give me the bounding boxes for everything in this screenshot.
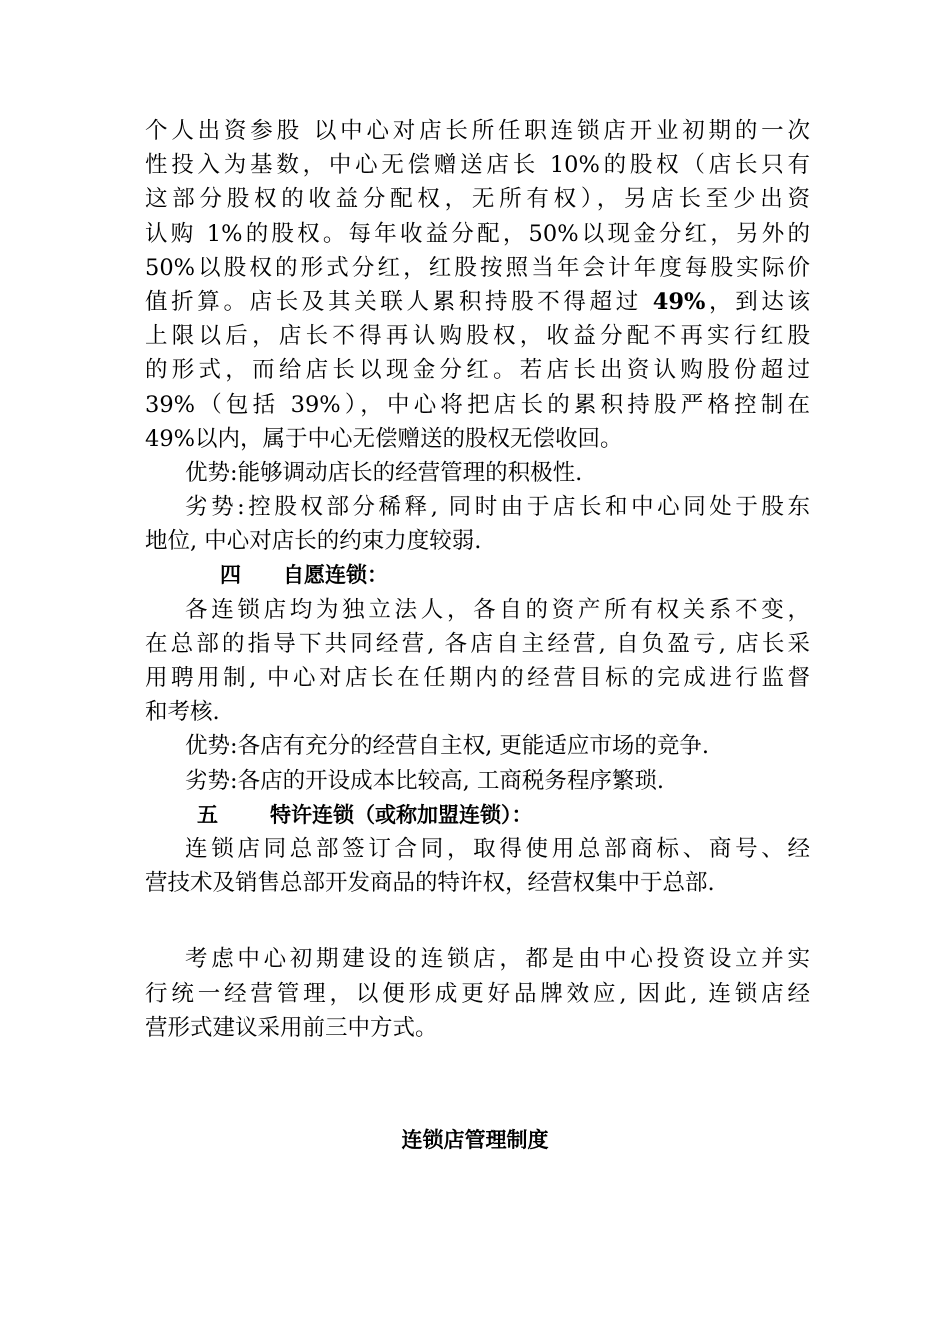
section-3-paragraph <box>145 114 810 558</box>
section-5 <box>145 798 810 901</box>
disadvantage-text: 劣势:各店的开设成本比较高, 工商税务程序繁琐. <box>185 767 665 794</box>
bold-percentage: 49% <box>652 288 706 315</box>
paragraph-line: 考虑中心初期建设的连锁店，都是由中心投资设立并实 <box>185 946 810 973</box>
paragraph-line: 在总部的指导下共同经营, 各店自主经营, 自负盈亏, 店长采 <box>145 630 810 657</box>
paragraph-line: 各连锁店均为独立法人，各自的资产所有权关系不变， <box>185 596 810 623</box>
paragraph-line: 这部分股权的收益分配权，无所有权），另店长至少出资 <box>145 186 810 213</box>
disadvantage-text: 地位, 中心对店长的约束力度较弱. <box>145 528 482 555</box>
paragraph-line: 上限以后，店长不得再认购股权，收益分配不再实行红股 <box>145 323 810 350</box>
paragraph-line: 营形式建议采用前三中方式。 <box>145 1014 438 1041</box>
section-heading <box>145 798 810 832</box>
section-4 <box>145 558 810 797</box>
advantage-text: 优势:各店有充分的经营自主权, 更能适应市场的竞争. <box>185 733 710 760</box>
paragraph-line: 49%以内，属于中心无偿赠送的股权无偿收回。 <box>145 425 623 452</box>
paragraph-line: 的形式，而给店长以现金分红。若店长出资认购股份超过 <box>145 357 810 384</box>
section-number: 四 <box>220 563 241 588</box>
paragraph-line: 50%以股权的形式分红，红股按照当年会计年度每股实际价 <box>145 254 810 281</box>
paragraph-line: 用聘用制, 中心对店长在任期内的经营目标的完成进行监督 <box>145 665 810 691</box>
section-title: 特许连锁（或称加盟连锁）： <box>270 802 533 827</box>
paragraph-line: 认购 1%的股权。每年收益分配，50%以现金分红，另外的 <box>145 220 810 247</box>
paragraph-line-tail: ，到达该 <box>705 288 810 315</box>
section-number: 五 <box>197 802 218 827</box>
advantage-text: 优势:能够调动店长的经营管理的积极性. <box>185 459 583 486</box>
section-heading <box>145 558 810 592</box>
paragraph-line: 39%（包括 39%），中心将把店长的累积持股严格控制在 <box>145 391 810 418</box>
paragraph-line: 和考核. <box>145 699 220 726</box>
conclusion-paragraph <box>145 942 810 1045</box>
paragraph-line: 营技术及销售总部开发商品的特许权，经营权集中于总部. <box>145 870 715 897</box>
paragraph-line-text: 值折算。店长及其关联人累积持股不得超过 <box>145 288 653 315</box>
paragraph-line: 行统一经营管理，以便形成更好品牌效应, 因此, 连锁店经 <box>145 980 810 1007</box>
disadvantage-text: 劣势:控股权部分稀释, 同时由于店长和中心同处于股东 <box>185 494 810 521</box>
paragraph-line-with-bold <box>145 285 810 319</box>
next-section-title: 连锁店管理制度 <box>401 1128 549 1152</box>
paragraph-line: 连锁店同总部签订合同，取得使用总部商标、商号、经 <box>185 835 810 862</box>
section-title: 自愿连锁： <box>283 563 388 588</box>
document-body <box>145 114 810 1045</box>
paragraph-line: 个人出资参股 以中心对店长所任职连锁店开业初期的一次 <box>145 118 810 144</box>
paragraph-line: 性投入为基数，中心无偿赠送店长 10%的股权（店长只有 <box>145 152 810 179</box>
